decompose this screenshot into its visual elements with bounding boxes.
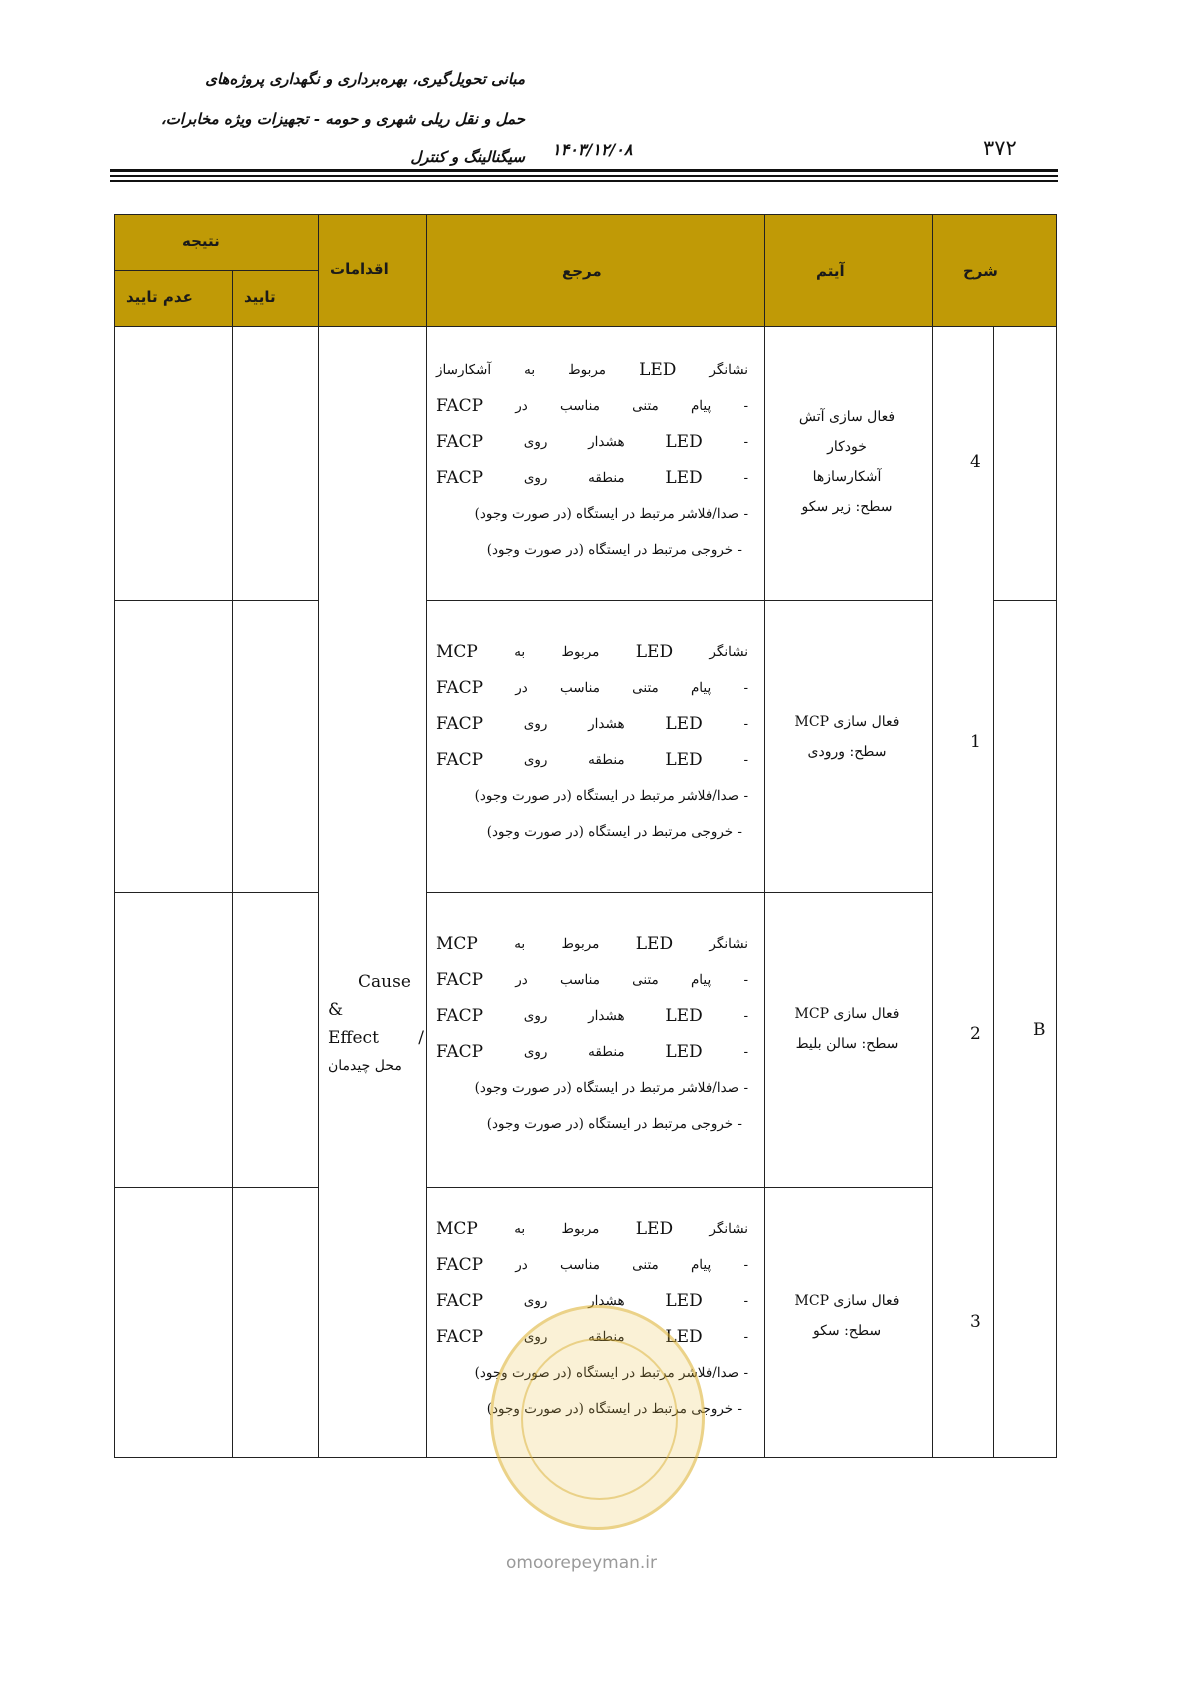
ref-word: -	[743, 1008, 748, 1024]
ref-word: مربوط	[561, 936, 600, 952]
grid-line	[114, 214, 115, 1458]
ref-word: مناسب	[559, 972, 600, 988]
reference-line: - خروجی مرتبط در ایستگاه (در صورت وجود)	[486, 1116, 742, 1132]
ref-word: FACP	[436, 714, 484, 734]
ref-word: FACP	[436, 970, 484, 990]
header-title-line2: حمل و نقل ریلی شهری و حومه - تجهیزات ویژه مخابرات،	[160, 110, 525, 128]
ref-word: -	[743, 1329, 748, 1345]
ref-word: LED	[639, 360, 677, 380]
ref-word: مربوط	[568, 362, 607, 378]
ref-word: LED	[665, 750, 703, 770]
item-line: فعال سازی MCP	[794, 1293, 900, 1309]
row-reference	[436, 352, 748, 568]
reference-line: - صدا/فلاشر مرتبط در ایستگاه (در صورت وجود)	[474, 788, 748, 804]
ref-word: روی	[523, 470, 548, 486]
reference-line	[436, 742, 748, 778]
reference-line	[436, 352, 748, 388]
row-number: 2	[970, 1024, 981, 1044]
reference-line	[436, 634, 748, 670]
column-item-label: آیتم	[816, 262, 845, 280]
ref-word: FACP	[436, 1327, 484, 1347]
watermark-text: omoorepeyman.ir	[506, 1553, 658, 1573]
ref-word: FACP	[436, 750, 484, 770]
ref-word: -	[743, 1044, 748, 1060]
header-date: ۱۴۰۳/۱۲/۰۸	[552, 140, 633, 159]
header-title-line1: مبانی تحویل‌گیری، بهره‌برداری و نگهداری پروژه‌های	[205, 70, 525, 88]
reference-line	[436, 670, 748, 706]
reference-line	[436, 1034, 748, 1070]
header-title-line3: سیگنالینگ و کنترل	[410, 148, 525, 166]
grid-line	[232, 270, 233, 1458]
row-item	[772, 402, 922, 522]
row-number: 3	[970, 1312, 981, 1332]
actions-effect: Effect	[328, 1028, 379, 1048]
grid-line	[426, 1187, 932, 1188]
row-item	[772, 1286, 922, 1346]
reference-line	[436, 962, 748, 998]
actions-cause: Cause	[358, 972, 411, 992]
ref-word: LED	[665, 714, 703, 734]
ref-word: منطقه	[588, 1044, 625, 1060]
ref-word: -	[743, 972, 748, 988]
ref-word: هشدار	[588, 716, 625, 732]
ref-word: در	[515, 972, 528, 988]
column-approve-label: تایید	[244, 288, 276, 306]
ref-word: هشدار	[588, 1008, 625, 1024]
item-line: فعال سازی MCP	[794, 714, 900, 730]
item-line: سطح: زیر سکو	[801, 499, 893, 515]
reference-line	[436, 460, 748, 496]
ref-word: -	[743, 716, 748, 732]
ref-word: در	[515, 1257, 528, 1273]
ref-word: به	[514, 1221, 526, 1237]
ref-word: روی	[523, 1329, 548, 1345]
ref-word: روی	[523, 1044, 548, 1060]
grid-line	[114, 892, 318, 893]
ref-word: آشکارساز	[436, 362, 492, 378]
reference-line: - صدا/فلاشر مرتبط در ایستگاه (در صورت وجود)	[474, 1080, 748, 1096]
ref-word: MCP	[436, 934, 478, 954]
column-description-label: شرح	[963, 262, 998, 280]
ref-word: روی	[523, 716, 548, 732]
grid-line	[114, 214, 1057, 215]
item-line: سطح: سکو	[812, 1323, 882, 1339]
grid-line	[318, 214, 319, 1458]
ref-word: به	[524, 362, 536, 378]
ref-word: پیام	[690, 680, 712, 696]
reference-line	[436, 998, 748, 1034]
ref-word: MCP	[436, 1219, 478, 1239]
row-item	[772, 707, 922, 767]
column-result-label: نتیجه	[182, 232, 220, 250]
ref-word: FACP	[436, 1291, 484, 1311]
grid-line	[114, 326, 1057, 327]
ref-word: پیام	[690, 398, 712, 414]
ref-word: LED	[665, 432, 703, 452]
ref-word: متنی	[632, 680, 659, 696]
ref-word: نشانگر	[709, 936, 748, 952]
grid-line	[114, 600, 318, 601]
header-cell-item	[764, 214, 932, 327]
ref-word: در	[515, 398, 528, 414]
ref-word: پیام	[690, 1257, 712, 1273]
reference-line	[436, 388, 748, 424]
ref-word: مناسب	[559, 398, 600, 414]
grid-line	[426, 214, 427, 1458]
grid-line	[114, 1187, 318, 1188]
reference-line	[436, 706, 748, 742]
row-reference	[436, 634, 748, 850]
ref-word: -	[743, 398, 748, 414]
reference-line	[436, 424, 748, 460]
ref-word: روی	[523, 1008, 548, 1024]
item-line: سطح: ورودی	[807, 744, 887, 760]
ref-word: LED	[635, 1219, 674, 1239]
grid-line	[114, 270, 318, 271]
reference-line: - صدا/فلاشر مرتبط در ایستگاه (در صورت وجود)	[474, 1365, 748, 1381]
reference-line	[436, 1211, 748, 1247]
reference-line	[436, 926, 748, 962]
reference-line: - خروجی مرتبط در ایستگاه (در صورت وجود)	[486, 1401, 742, 1417]
ref-word: -	[743, 470, 748, 486]
ref-word: متنی	[632, 398, 659, 414]
row-number: 4	[970, 452, 981, 472]
ref-word: مناسب	[559, 680, 600, 696]
column-reject-label: عدم تایید	[126, 288, 193, 306]
ref-word: FACP	[436, 1006, 484, 1026]
grid-line	[1056, 214, 1057, 1458]
row-item	[772, 999, 922, 1059]
ref-word: FACP	[436, 432, 484, 452]
row-reference	[436, 926, 748, 1142]
ref-word: -	[743, 434, 748, 450]
ref-word: روی	[523, 434, 548, 450]
item-line: فعال سازی MCP	[794, 1006, 900, 1022]
ref-word: مناسب	[559, 1257, 600, 1273]
ref-word: هشدار	[588, 1293, 625, 1309]
ref-word: منطقه	[588, 1329, 625, 1345]
ref-word: نشانگر	[709, 362, 748, 378]
ref-word: LED	[665, 1042, 703, 1062]
group-label: B	[1033, 1020, 1046, 1040]
header-rule-bottom	[110, 180, 1058, 182]
ref-word: نشانگر	[709, 644, 748, 660]
ref-word: به	[514, 936, 526, 952]
ref-word: نشانگر	[709, 1221, 748, 1237]
header-rule-top	[110, 169, 1058, 172]
actions-layout: محل چیدمان	[328, 1058, 402, 1074]
ref-word: -	[743, 752, 748, 768]
ref-word: FACP	[436, 1042, 484, 1062]
grid-line	[932, 214, 933, 1458]
seal-inner-ring	[521, 1338, 678, 1500]
reference-line	[436, 1247, 748, 1283]
header-rule-mid	[110, 175, 1058, 177]
column-reference-label: مرجع	[562, 262, 602, 280]
ref-word: LED	[665, 1006, 703, 1026]
ref-word: LED	[665, 468, 703, 488]
actions-amp: &	[328, 1000, 344, 1020]
ref-word: LED	[665, 1291, 703, 1311]
ref-word: متنی	[632, 972, 659, 988]
actions-slash: /	[418, 1028, 424, 1048]
reference-line: - خروجی مرتبط در ایستگاه (در صورت وجود)	[486, 542, 742, 558]
ref-word: FACP	[436, 468, 484, 488]
ref-word: -	[743, 680, 748, 696]
reference-line: - خروجی مرتبط در ایستگاه (در صورت وجود)	[486, 824, 742, 840]
item-line: خودکار	[827, 439, 867, 455]
ref-word: FACP	[436, 678, 484, 698]
ref-word: منطقه	[588, 752, 625, 768]
ref-word: به	[514, 644, 526, 660]
ref-word: هشدار	[588, 434, 625, 450]
ref-word: مربوط	[561, 1221, 600, 1237]
ref-word: متنی	[632, 1257, 659, 1273]
ref-word: مربوط	[561, 644, 600, 660]
ref-word: روی	[523, 1293, 548, 1309]
item-line: سطح: سالن بلیط	[795, 1036, 899, 1052]
reference-line: - صدا/فلاشر مرتبط در ایستگاه (در صورت وجود)	[474, 506, 748, 522]
grid-line	[764, 214, 765, 1458]
grid-line	[993, 326, 994, 1458]
ref-word: روی	[523, 752, 548, 768]
ref-word: FACP	[436, 396, 484, 416]
ref-word: LED	[665, 1327, 703, 1347]
actions-effect-line	[328, 1024, 424, 1052]
ref-word: در	[515, 680, 528, 696]
ref-word: پیام	[690, 972, 712, 988]
ref-word: LED	[635, 934, 674, 954]
item-line: فعال سازی آتش	[798, 409, 896, 425]
item-line: آشکارسازها	[812, 469, 882, 485]
ref-word: FACP	[436, 1255, 484, 1275]
ref-word: -	[743, 1293, 748, 1309]
ref-word: منطقه	[588, 470, 625, 486]
page-number: ۳۷۲	[983, 136, 1017, 160]
grid-line	[426, 600, 932, 601]
row-number: 1	[970, 732, 981, 752]
ref-word: -	[743, 1257, 748, 1273]
column-actions-label: اقدامات	[330, 260, 389, 278]
actions-cell	[328, 968, 424, 1080]
ref-word: LED	[635, 642, 674, 662]
grid-line	[426, 892, 932, 893]
ref-word: MCP	[436, 642, 478, 662]
watermark-seal	[490, 1305, 705, 1530]
grid-line	[993, 600, 1057, 601]
